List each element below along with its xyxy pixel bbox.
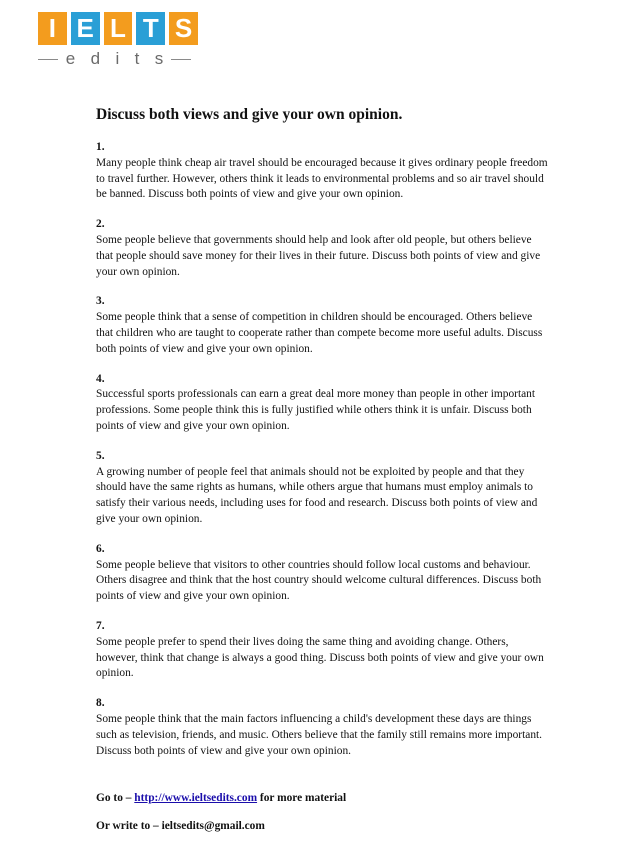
document-body [96,106,548,848]
goto-line [96,792,548,804]
logo-line-right [171,59,191,60]
question-2 [96,217,548,280]
ielts-edits-logo [38,12,198,70]
footer [96,792,548,832]
website-link[interactable]: http://www.ieltsedits.com [134,792,258,805]
logo-tile-s: S [169,12,198,45]
logo-tile-t: T [136,12,165,45]
question-6 [96,542,548,605]
question-3 [96,294,548,357]
logo-letter-d: d [90,49,101,68]
goto-prefix: Go to – [96,792,135,805]
question-text: Successful sports professionals can earn a great deal more money than people in other important professions. Some people think this is fully justified while others think it is unfair. Discuss both points of view and give your own opinion. [96,388,536,432]
logo-tiles [38,12,198,45]
question-number: 5. [96,449,105,462]
question-4 [96,372,548,435]
question-text: A growing number of people feel that animals should not be exploited by people and that they should have the same rights as humans, while others argue that humans must employ animals to satisfy their various needs, including uses for food and research. Discuss both points of view and give your own opinion. [96,465,538,525]
logo-subtitle-letters [58,49,171,69]
question-number: 4. [96,372,105,385]
logo-tile-l: L [104,12,133,45]
question-text: Some people think that a sense of competition in children should be encouraged. Others believe that children who are taught to cooperate rather than compete become more useful adults. Discuss both points of view and give your own opinion. [96,311,543,355]
logo-subtitle [38,49,191,69]
logo-letter-i: i [115,49,120,68]
question-number: 2. [96,218,105,231]
logo-letter-e: e [65,49,76,68]
question-number: 1. [96,141,105,153]
logo-letter-s: s [154,49,164,68]
logo-tile-e: E [71,12,100,45]
page-heading: Discuss both views and give your own opinion. [96,106,403,123]
question-number: 3. [96,295,105,308]
question-5 [96,449,548,528]
question-number: 8. [96,697,105,710]
question-number: 7. [96,619,105,632]
question-7 [96,619,548,682]
question-text: Some people believe that visitors to other countries should follow local customs and behaviour. Others disagree and think that the host country should welcome cultural differences. Discuss both points of view and give your own opinion. [96,558,542,603]
goto-suffix: for more material [257,792,347,805]
logo-letter-t: t [134,49,140,68]
question-8 [96,696,548,759]
question-text: Many people think cheap air travel should be encouraged because it gives ordinary people freedom to travel further. However, others think it leads to environmental problems and so air travel should be banned. Discuss both points of view and give your own opinion. [96,156,548,201]
logo-line-left [38,59,58,60]
question-1 [96,140,548,203]
logo-tile-i: I [38,12,67,45]
question-text: Some people think that the main factors influencing a child's development these days are things such as television, friends, and music. Others believe that the family still remains more important. Discuss both points of view and give your own opinion. [96,712,543,757]
question-number: 6. [96,542,105,555]
question-text: Some people believe that governments should help and look after old people, but others believe that people should save money for their lives in their future. Discuss both points of view and give your own opinion. [96,233,541,278]
question-text: Some people prefer to spend their lives doing the same thing and avoiding change. Others, however, think that change is always a good thing. Discuss both points of view and give your own opinion. [96,635,544,680]
write-line: Or write to – ieltsedits@gmail.com [96,820,265,833]
